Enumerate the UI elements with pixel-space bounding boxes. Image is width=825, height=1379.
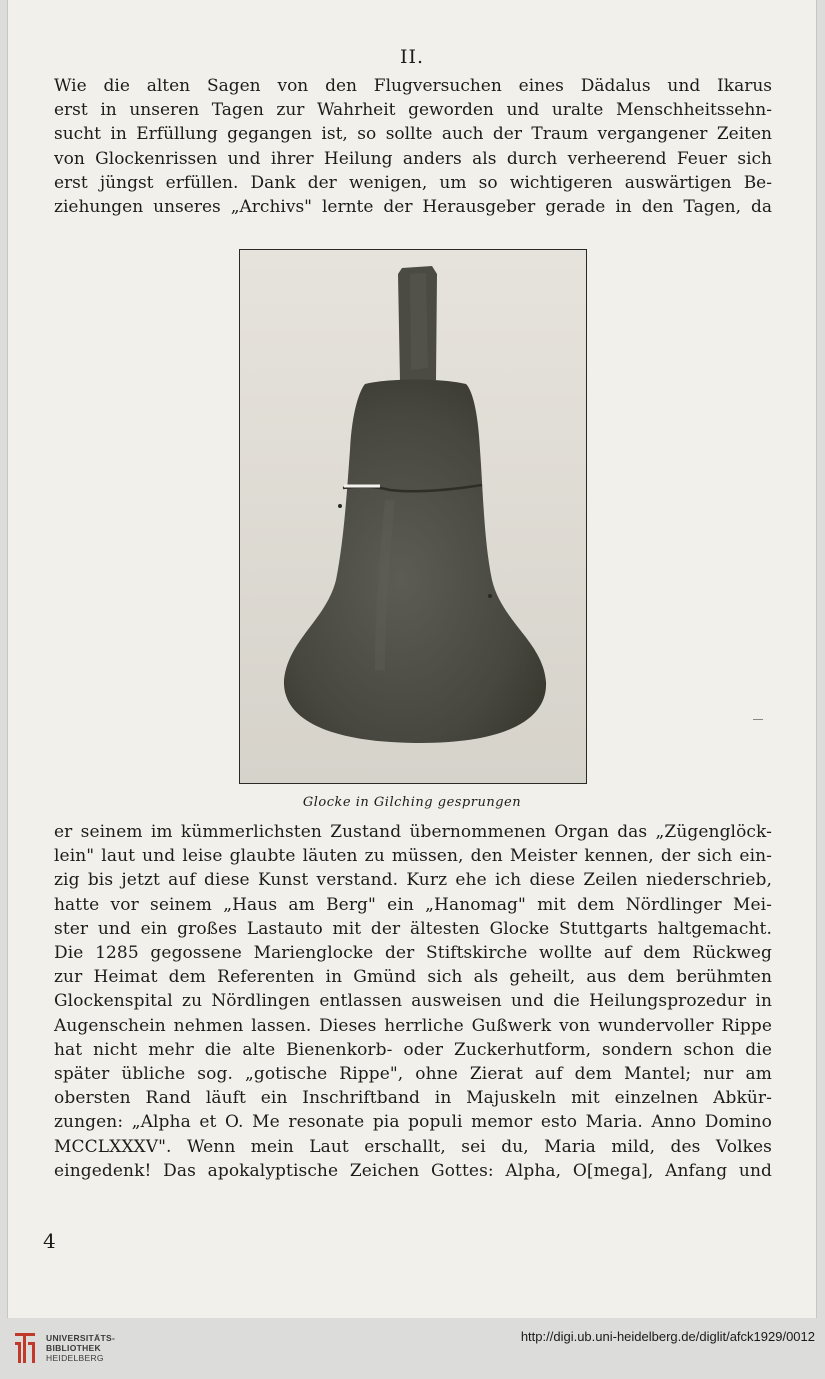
margin-mark bbox=[753, 719, 763, 720]
text-line: zungen: „Alpha et O. Me resonate pia populi memor esto Maria. Anno Domino bbox=[54, 1112, 772, 1133]
bell-mark bbox=[488, 594, 492, 598]
library-name[interactable] bbox=[46, 1333, 115, 1363]
viewer-footer bbox=[0, 1318, 825, 1379]
crown-shade bbox=[410, 273, 428, 370]
text-line: hatte vor seinem „Haus am Berg" ein „Hanomag" mit dem Nördlinger Mei- bbox=[54, 894, 772, 915]
text-line: MCCLXXXV". Wenn mein Laut erschallt, sei du, Maria mild, des Volkes bbox=[54, 1136, 772, 1157]
paragraph-main bbox=[54, 820, 772, 1183]
text-line: ziehungen unseres „Archivs" lernte der Herausgeber gerade in den Tagen, da bbox=[54, 197, 772, 218]
library-logo-icon[interactable] bbox=[12, 1330, 38, 1366]
figure-caption: Glocke in Gilching gesprungen bbox=[302, 795, 522, 810]
text-line: lein" laut und leise glaubte läuten zu müssen, den Meister kennen, der sich ein- bbox=[54, 846, 772, 867]
library-line: UNIVERSITÄTS- bbox=[46, 1333, 116, 1343]
text-line: eingedenk! Das apokalyptische Zeichen Gottes: Alpha, O[mega], Anfang und bbox=[54, 1160, 772, 1181]
text-line: obersten Rand läuft ein Inschriftband in Majuskeln mit einzelnen Abkür- bbox=[54, 1088, 772, 1109]
text-line: später übliche sog. „gotische Rippe", ohne Zierat auf dem Mantel; nur am bbox=[54, 1064, 772, 1085]
library-line: BIBLIOTHEK bbox=[46, 1343, 101, 1353]
text-line: Wie die alten Sagen von den Flugversuchen eines Dädalus und Ikarus bbox=[54, 76, 772, 96]
bell-photograph bbox=[239, 249, 587, 784]
text-line: hat nicht mehr die alte Bienenkorb- oder Zuckerhutform, sondern schon die bbox=[54, 1039, 772, 1060]
text-line: erst in unseren Tagen zur Wahrheit geworden und uralte Menschheitssehn- bbox=[54, 100, 772, 121]
bell-mark bbox=[338, 504, 342, 508]
bell-image bbox=[240, 250, 586, 783]
text-line: zig bis jetzt auf diese Kunst verstand. Kurz ehe ich diese Zeilen niederschrieb, bbox=[54, 870, 772, 891]
text-line: er seinem im kümmerlichsten Zustand übernommenen Organ das „Zügenglöck- bbox=[54, 822, 772, 842]
section-number: II. bbox=[399, 46, 425, 68]
page-number: 4 bbox=[43, 1229, 56, 1253]
permalink-url[interactable]: http://digi.ub.uni-heidelberg.de/diglit/afck1929/0012 bbox=[520, 1329, 815, 1344]
paragraph-intro bbox=[54, 74, 772, 219]
scanned-page bbox=[8, 0, 816, 1318]
text-line: erst jüngst erfüllen. Dank der wenigen, um so wichtigeren auswärtigen Be- bbox=[54, 172, 772, 193]
text-line: von Glockenrissen und ihrer Heilung anders als durch verheerend Feuer sich bbox=[54, 148, 772, 169]
text-line: Glockenspital zu Nördlingen entlassen ausweisen und die Heilungsprozedur in bbox=[54, 991, 772, 1012]
text-line: zur Heimat dem Referenten in Gmünd sich als geheilt, aus dem berühmten bbox=[54, 967, 772, 988]
library-line: HEIDELBERG bbox=[46, 1353, 104, 1363]
text-line: Die 1285 gegossene Marienglocke der Stiftskirche wollte auf dem Rückweg bbox=[54, 943, 772, 964]
text-line: sucht in Erfüllung gegangen ist, so sollte auch der Traum vergangener Zeiten bbox=[54, 124, 772, 145]
text-line: Augenschein nehmen lassen. Dieses herrliche Gußwerk von wundervoller Rippe bbox=[54, 1015, 772, 1036]
text-line: ster und ein großes Lastauto mit der ältesten Glocke Stuttgarts haltgemacht. bbox=[54, 918, 772, 939]
